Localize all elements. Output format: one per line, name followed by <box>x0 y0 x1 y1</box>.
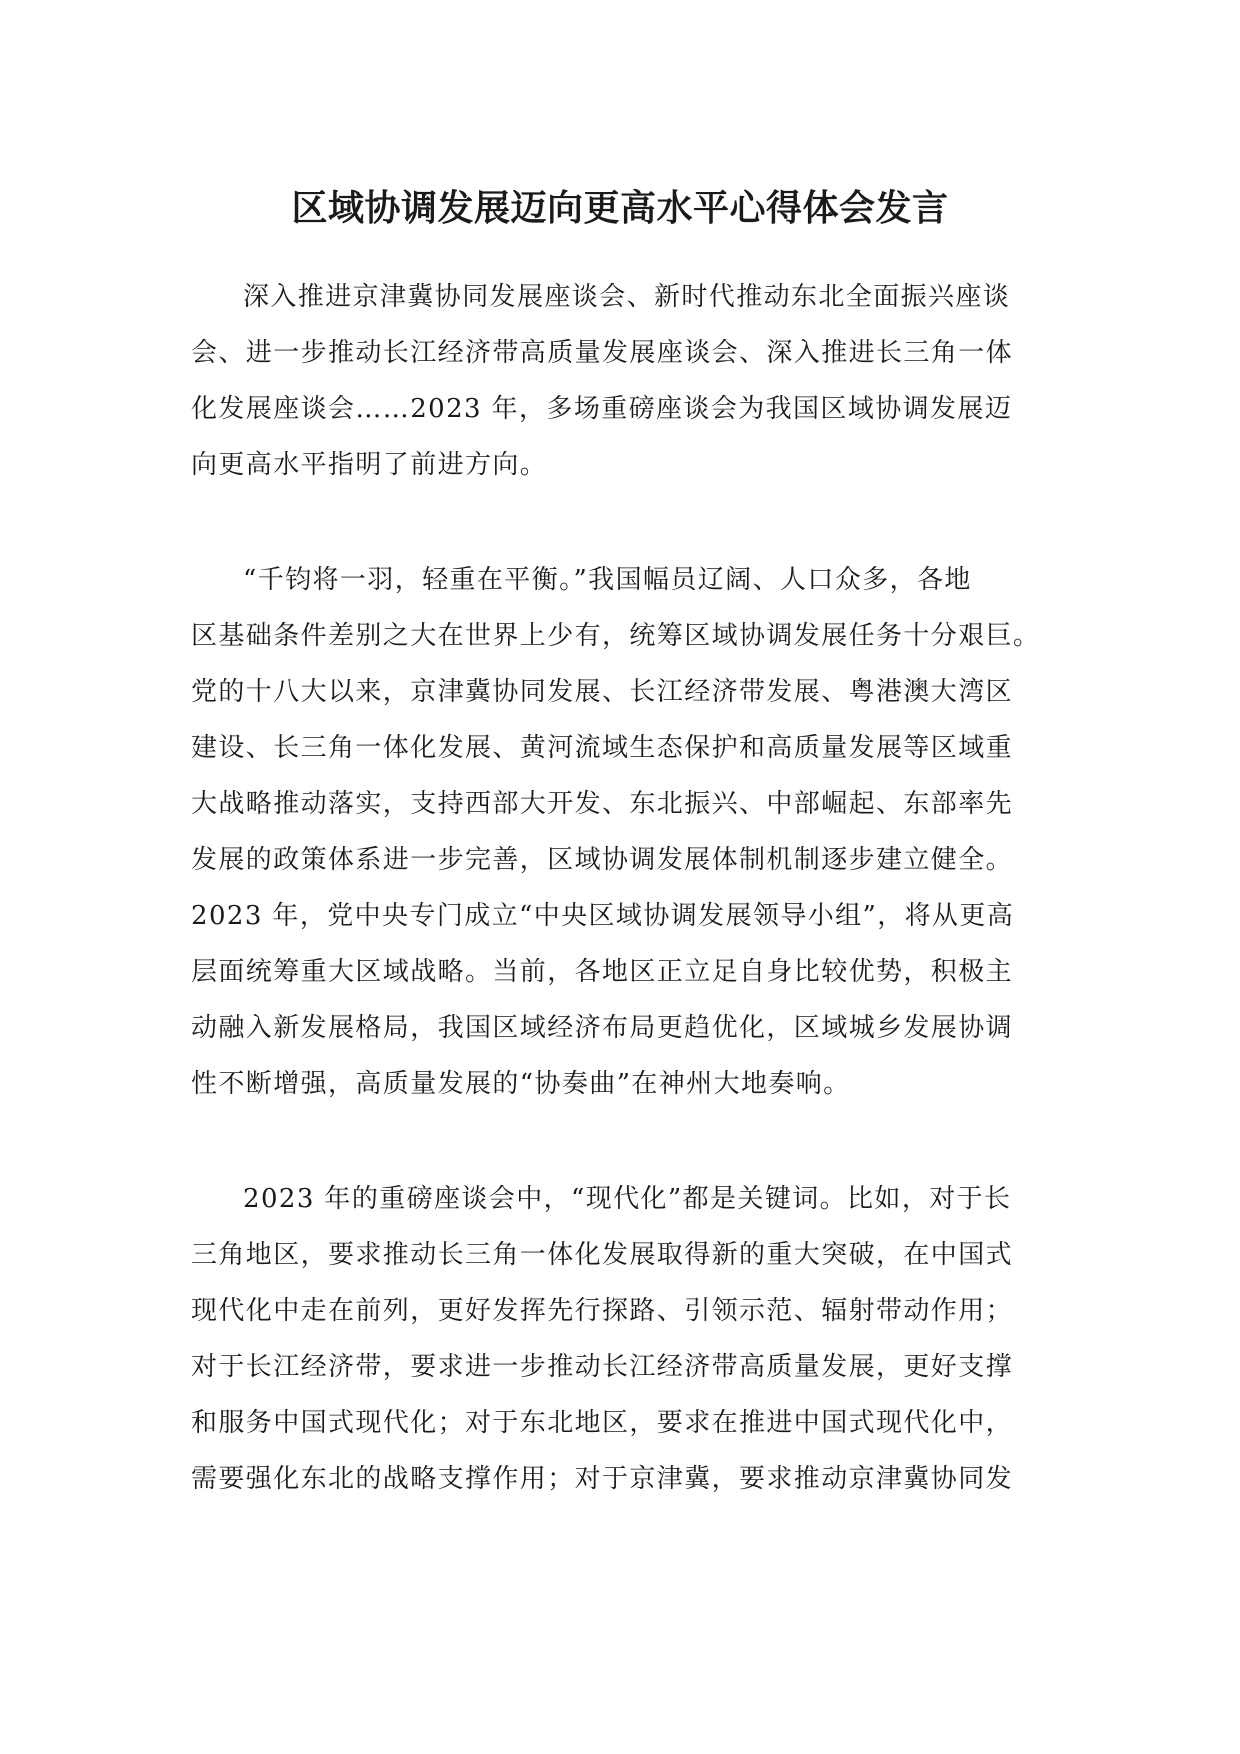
paragraph-2 <box>191 552 1063 1112</box>
paragraph-line: 建设、长三角一体化发展、黄河流域生态保护和高质量发展等区域重 <box>191 733 1014 763</box>
paragraph-line: 大战略推动落实，支持西部大开发、东北振兴、中部崛起、东部率先 <box>191 789 1014 819</box>
paragraph-line: 2023 年的重磅座谈会中，“现代化”都是关键词。比如，对于长 <box>243 1184 1012 1214</box>
paragraph-line: 性不断增强，高质量发展的“协奏曲”在神州大地奏响。 <box>191 1069 851 1099</box>
paragraph-line: 对于长江经济带，要求进一步推动长江经济带高质量发展，更好支撑 <box>191 1352 1014 1382</box>
paragraph-3 <box>191 1171 1063 1507</box>
paragraph-line: 三角地区，要求推动长三角一体化发展取得新的重大突破，在中国式 <box>191 1240 1014 1270</box>
paragraph-line: 现代化中走在前列，更好发挥先行探路、引领示范、辐射带动作用； <box>191 1296 1014 1326</box>
paragraph-line: 区基础条件差别之大在世界上少有，统筹区域协调发展任务十分艰巨。 <box>191 621 1041 651</box>
document-body <box>191 269 1063 1566</box>
paragraph-line: 深入推进京津冀协同发展座谈会、新时代推动东北全面振兴座谈 <box>243 282 1011 312</box>
paragraph-line: 动融入新发展格局，我国区域经济布局更趋优化，区域城乡发展协调 <box>191 1013 1014 1043</box>
paragraph-line: 党的十八大以来，京津冀协同发展、长江经济带发展、粤港澳大湾区 <box>191 677 1014 707</box>
paragraph-line: 向更高水平指明了前进方向。 <box>191 450 548 480</box>
paragraph-line: 会、进一步推动长江经济带高质量发展座谈会、深入推进长三角一体 <box>191 338 1014 368</box>
paragraph-line: 发展的政策体系进一步完善，区域协调发展体制机制逐步建立健全。 <box>191 845 1014 875</box>
paragraph-line: 化发展座谈会……2023 年，多场重磅座谈会为我国区域协调发展迈 <box>191 394 1013 424</box>
paragraph-line: 层面统筹重大区域战略。当前，各地区正立足自身比较优势，积极主 <box>191 957 1014 987</box>
paragraph-line: “千钧将一羽，轻重在平衡。”我国幅员辽阔、人口众多，各地 <box>243 565 972 595</box>
paragraph-line: 需要强化东北的战略支撑作用；对于京津冀，要求推动京津冀协同发 <box>191 1464 1014 1494</box>
document-title: 区域协调发展迈向更高水平心得体会发言 <box>291 187 949 229</box>
paragraph-1 <box>191 269 1063 493</box>
paragraph-line: 和服务中国式现代化；对于东北地区，要求在推进中国式现代化中， <box>191 1408 1014 1438</box>
paragraph-line: 2023 年，党中央专门成立“中央区域协调发展领导小组”，将从更高 <box>191 901 1015 931</box>
